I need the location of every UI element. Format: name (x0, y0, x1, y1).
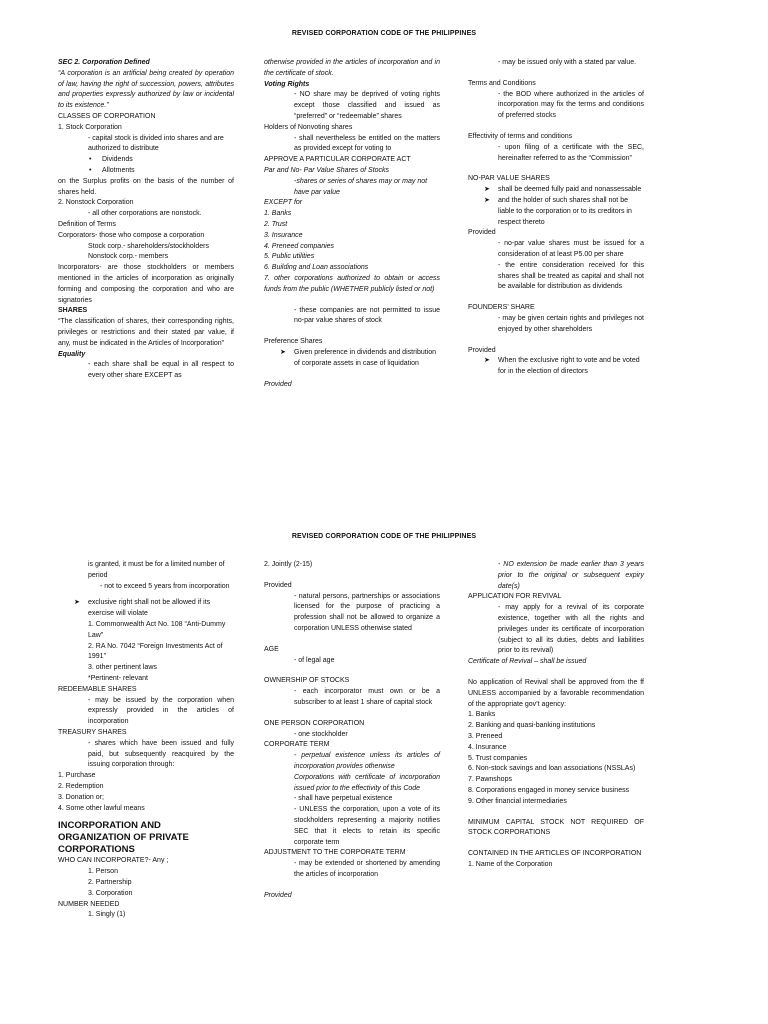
heading: Definition of Terms (58, 220, 116, 228)
paragraph: Corporations with certificate of incorporation issued prior to the effectivity of this Code (294, 773, 440, 792)
heading: CLASSES OF CORPORATION (58, 112, 156, 120)
arrow-item (264, 348, 440, 370)
list-item: *Pertinent- relevant (88, 674, 148, 682)
arrow-item-text: and the holder of such shares shall not be liable to the corporation or to its creditors in respect thereto (498, 196, 632, 226)
section-heading: SEC 2. Corporation Defined (58, 59, 150, 66)
list-item: 4. Some other lawful means (58, 804, 145, 812)
paragraph: - capital stock is divided into shares and are authorized to distribute (88, 134, 224, 153)
arrow-icon: ➤ (74, 599, 80, 607)
paragraph: - may be extended or shortened by amending the articles of incorporation (294, 860, 440, 878)
paragraph: Incorporators- are those stockholders or members mentioned in the articles of incorporation as originally forming and composing the corporation and who are signatories (58, 264, 234, 304)
paragraph: - shall nevertheless be entitled on the matters as provided except for voting to (294, 134, 440, 153)
column-2 (264, 58, 440, 390)
heading: Provided (468, 229, 496, 237)
arrow-item (468, 185, 644, 196)
heading: Par and No- Par Value Shares of Stocks (264, 166, 390, 174)
paragraph: otherwise provided in the articles of incorporation and in the certificate of stock. (264, 59, 440, 77)
list-item: 2. Nonstock Corporation (58, 199, 134, 207)
column-2 (264, 560, 440, 902)
list-item: 1. Banks (264, 210, 292, 218)
column-3 (468, 58, 644, 378)
heading: APPLICATION FOR REVIVAL (468, 593, 562, 601)
paragraph: is granted, it must be for a limited number of period (88, 561, 225, 579)
heading: Provided (264, 891, 292, 899)
paragraph: Stock corp.- shareholders/stockholders (88, 242, 209, 250)
paragraph: Nonstock corp.- members (88, 253, 169, 261)
list-item: 7. other corporations authorized to obtain or access funds from the public (WHETHER publicly listed or not) (264, 274, 440, 293)
paragraph: - perpetual existence unless its articles of incorporation provides otherwise (294, 752, 440, 770)
quote: “The classification of shares, their corresponding rights, privileges or restrictions and their stated par value, if any, must be indicated in the Articles of Incorporation” (58, 318, 234, 347)
list-item: 1. Banks (468, 711, 496, 719)
arrow-item-text: exclusive right shall not be allowed if its exercise will violate (88, 599, 211, 618)
list-item: 1. Purchase (58, 772, 96, 780)
heading: FOUNDERS’ SHARE (468, 304, 535, 312)
paragraph: on the Surplus profits on the basis of the number of shares held. (58, 177, 234, 196)
list-item: 3. Insurance (264, 231, 303, 239)
arrow-icon: ➤ (484, 357, 490, 365)
paragraph: - of legal age (294, 656, 335, 664)
heading: Voting Rights (264, 80, 310, 88)
heading: Effectivity of terms and conditions (468, 132, 573, 140)
paragraph: Corporators- those who compose a corporation (58, 231, 205, 239)
paragraph: - all other corporations are nonstock. (88, 210, 202, 218)
arrow-item (468, 196, 644, 228)
heading: Provided (264, 380, 292, 388)
arrow-icon: ➤ (280, 348, 286, 356)
list-item: 9. Other financial intermediaries (468, 797, 567, 805)
list-item: 1. Singly (1) (88, 911, 126, 919)
page-header: REVISED CORPORATION CODE OF THE PHILIPPINES (291, 533, 477, 540)
paragraph: - NO share may be deprived of voting rights except those classified and issued as “preferred” or “redeemable” shares (294, 91, 440, 120)
paragraph: - one stockholder (294, 730, 348, 738)
bullet-item: • Dividends (58, 155, 234, 166)
heading: ONE PERSON CORPORATION (264, 719, 365, 727)
list-item: 5. Public utilities (264, 253, 315, 261)
heading: CORPORATE TERM (264, 741, 330, 749)
heading: EXCEPT for (264, 199, 303, 207)
heading: Provided (468, 346, 496, 354)
heading: OWNERSHIP OF STOCKS (264, 677, 350, 685)
heading: APPROVE A PARTICULAR CORPORATE ACT (264, 156, 411, 164)
paragraph: - the entire consideration received for this shares shall be treated as capital and shall not be available for distribution as dividends (498, 261, 644, 291)
column-3 (468, 560, 644, 871)
heading: Preference Shares (264, 338, 323, 346)
arrow-item (58, 598, 234, 620)
paragraph: - NO extension be made earlier than 3 years prior to the original or subsequent expiry date(s) (498, 561, 644, 590)
list-item: 1. Person (88, 868, 118, 876)
paragraph: - shares which have been issued and fully paid, but subsequently reacquired by the issuing corporation through: (88, 739, 234, 769)
heading: Equality (58, 350, 86, 358)
section-heading: INCORPORATION AND ORGANIZATION OF PRIVATE CORPORATIONS (58, 820, 189, 856)
paragraph: - upon filing of a certificate with the SEC, hereinafter referred to as the “Commission” (498, 143, 644, 162)
column-1 (58, 560, 234, 921)
list-item: 2. RA No. 7042 “Foreign Investments Act of 1991” (88, 642, 223, 661)
column-1 (58, 58, 234, 382)
paragraph: -shares or series of shares may or may not have par value (294, 177, 428, 196)
list-item: 3. Donation or; (58, 793, 104, 801)
paragraph: Certificate of Revival – shall be issued (468, 658, 587, 666)
list-item: 6. Non-stock savings and loan associations (NSSLAs) (468, 765, 636, 773)
paragraph: - may be issued by the corporation when expressly provided in the articles of incorporation (88, 696, 234, 726)
list-item: 2. Redemption (58, 782, 104, 790)
heading: Provided (264, 581, 292, 589)
paragraph: - these companies are not permitted to issue no-par value shares of stock (294, 306, 440, 325)
heading: Holders of Nonvoting shares (264, 123, 353, 131)
list-item: 3. Corporation (88, 889, 133, 897)
paragraph: - may be given certain rights and privileges not enjoyed by other shareholders (498, 314, 644, 333)
paragraph: No application of Revival shall be approved from the ff UNLESS accompanied by a favorable recommendation of the appropriate gov’t agency: (468, 678, 644, 708)
heading: NUMBER NEEDED (58, 900, 120, 908)
list-item: 2. Jointly (2-15) (264, 561, 313, 568)
list-item: 2. Trust (264, 220, 288, 228)
heading: Terms and Conditions (468, 79, 536, 87)
list-item: 7. Pawnshops (468, 776, 512, 784)
page-header: REVISED CORPORATION CODE OF THE PHILIPPINES (291, 30, 477, 37)
paragraph: - may apply for a revival of its corporate existence, together with all the rights and privileges under its certificate of incorporation (subject to all its duties, debts and liabilities prior to its revival) (498, 604, 644, 655)
paragraph: - natural persons, partnerships or associations licensed for the purpose of practicing a profession shall not be allowed to organize a corporation UNLESS otherwise stated (294, 592, 440, 632)
heading: MINIMUM CAPITAL STOCK NOT REQUIRED OF STOCK CORPORATIONS (468, 818, 644, 837)
heading: AGE (264, 645, 279, 653)
arrow-icon: ➤ (484, 196, 490, 204)
list-item: 1. Stock Corporation (58, 123, 122, 131)
heading: NO-PAR VALUE SHARES (468, 175, 550, 183)
arrow-item (468, 356, 644, 378)
paragraph (58, 582, 234, 593)
paragraph: - may be issued only with a stated par value. (498, 59, 637, 66)
paragraph: - shall have perpetual existence (294, 795, 393, 803)
list-item: 5. Trust companies (468, 754, 528, 762)
list-item: 3. Preneed (468, 732, 503, 740)
arrow-item-text: Given preference in dividends and distribution of corporate assets in case of liquidation (294, 348, 437, 367)
list-item: 6. Building and Loan associations (264, 264, 369, 272)
heading: REDEEMABLE SHARES (58, 685, 137, 693)
heading: CONTAINED IN THE ARTICLES OF INCORPORATION (468, 850, 642, 858)
page-2 (0, 512, 768, 1024)
paragraph: - each share shall be equal in all respect to every other share EXCEPT as (88, 361, 234, 380)
heading: WHO CAN INCORPORATE?- Any ; (58, 857, 169, 865)
arrow-icon: ➤ (484, 186, 490, 194)
quote: “A corporation is an artificial being created by operation of law, having the right of succession, powers, attributes and properties expressly authorized by law or incidental to its existence.” (58, 69, 234, 110)
arrow-item-text: shall be deemed fully paid and nonassessable (498, 186, 642, 194)
list-item: 8. Corporations engaged in money service business (468, 786, 630, 794)
list-item: 3. other pertinent laws (88, 664, 157, 672)
heading: ADJUSTMENT TO THE CORPORATE TERM (264, 849, 406, 857)
heading: SHARES (58, 307, 88, 315)
arrow-item-text: When the exclusive right to vote and be voted for in the election of directors (498, 357, 640, 376)
paragraph: - each incorporator must own or be a subscriber to at least 1 share of capital stock (294, 688, 440, 706)
paragraph: - UNLESS the corporation, upon a vote of its stockholders representing a majority notifies SEC that it elects to retain its specific corporate term (294, 806, 440, 846)
heading: TREASURY SHARES (58, 728, 127, 736)
paragraph-text: - not to exceed 5 years from incorporation (100, 582, 230, 590)
list-item: 2. Banking and quasi-banking institutions (468, 722, 596, 730)
list-item: 1. Name of the Corporation (468, 860, 553, 868)
list-item: 1. Commonwealth Act No. 108 “Anti-Dummy Law” (88, 620, 226, 639)
bullet-item: • Allotments (58, 166, 234, 177)
paragraph: - the BOD where authorized in the articles of incorporation may fix the terms and conditions of preferred stocks (498, 90, 644, 120)
list-item: 4. Insurance (468, 743, 507, 751)
paragraph: - no-par value shares must be issued for a consideration of at least P5.00 per share (498, 240, 644, 258)
list-item: 4. Preneed companies (264, 242, 335, 250)
list-item: 2. Partnership (88, 878, 132, 886)
